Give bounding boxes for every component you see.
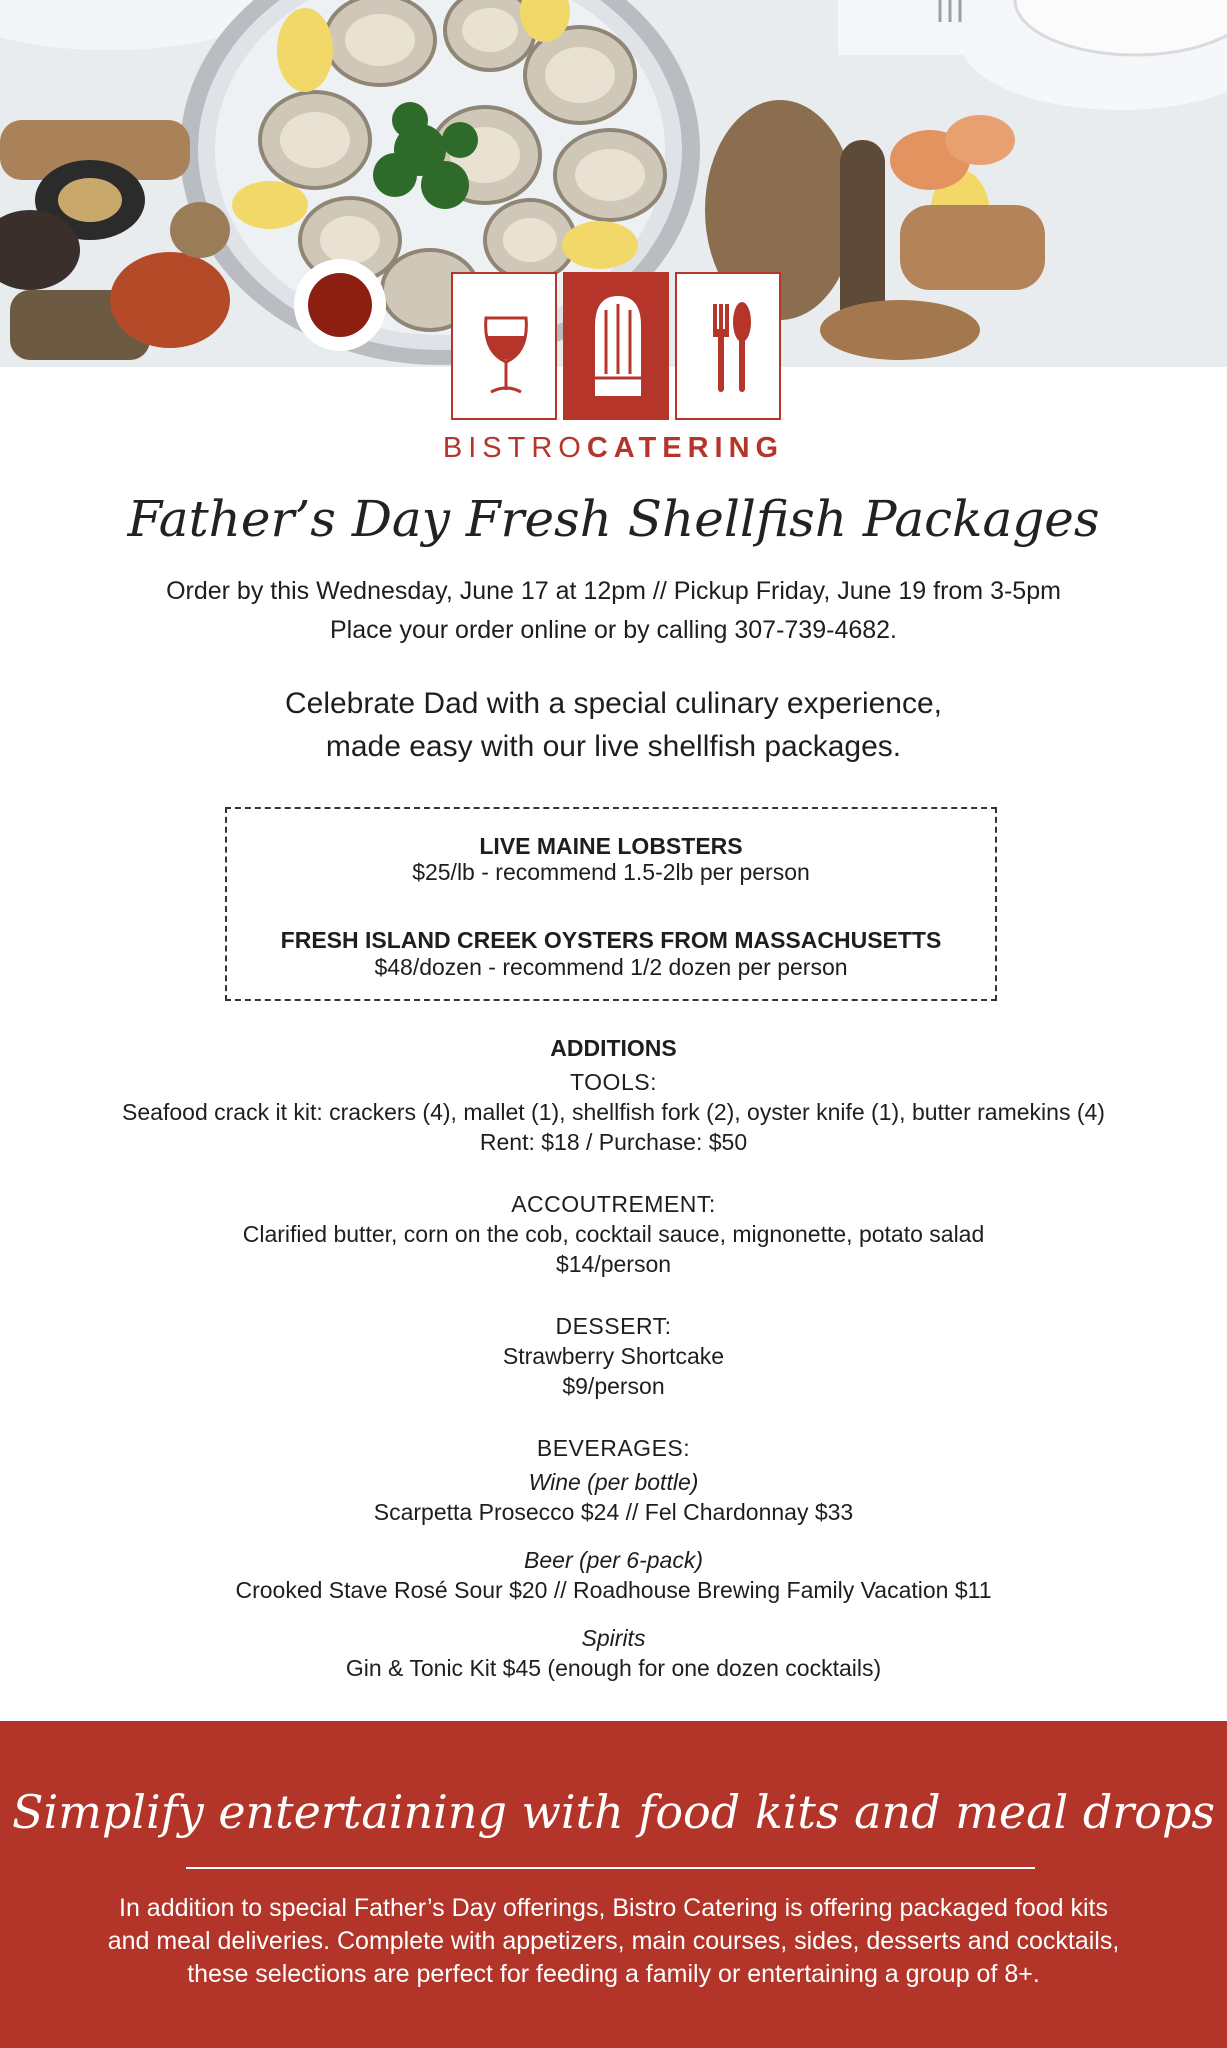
brand-name — [0, 432, 1227, 465]
spirits-items: Gin & Tonic Kit $45 (enough for one dozen cocktails) — [345, 1655, 882, 1681]
order-deadline-text: Order by this Wednesday, June 17 at 12pm // Pickup Friday, June 19 from 3-5pm — [166, 577, 1061, 605]
intro-line-2: made easy with our live shellfish packages. — [325, 730, 902, 763]
beverages-label: BEVERAGES: — [536, 1435, 691, 1461]
tools-label: TOOLS: — [570, 1069, 657, 1095]
footer-text-line-3: these selections are perfect for feeding a family or entertaining a group of 8+. — [187, 1960, 1040, 1988]
beer-items: Crooked Stave Rosé Sour $20 // Roadhouse Brewing Family Vacation $11 — [235, 1577, 992, 1603]
logo-tile-wine — [451, 272, 557, 420]
brand-name-catering: CATERING — [586, 432, 785, 464]
footer-banner — [0, 1721, 1227, 2048]
package-name: LIVE MAINE LOBSTERS — [479, 833, 743, 859]
tools-desc: Seafood crack it kit: crackers (4), mallet (1), shellfish fork (2), oyster knife (1), butter ramekins (4) — [122, 1099, 1105, 1125]
page-title: Father’s Day Fresh Shellfish Packages — [127, 490, 1100, 548]
package-desc: $48/dozen - recommend 1/2 dozen per person — [374, 954, 848, 980]
brand-name-bistro: BISTRO — [442, 432, 587, 464]
intro-line-1: Celebrate Dad with a special culinary experience, — [284, 687, 942, 720]
footer-text-line-2: and meal deliveries. Complete with appetizers, main courses, sides, desserts and cocktails, — [107, 1927, 1120, 1955]
shellfish-packages-box — [225, 807, 997, 1001]
dessert-price: $9/person — [562, 1373, 665, 1399]
dessert-desc: Strawberry Shortcake — [502, 1343, 725, 1369]
accoutrement-label: ACCOUTREMENT: — [511, 1191, 716, 1217]
tools-price: Rent: $18 / Purchase: $50 — [479, 1129, 748, 1155]
fork-spoon-icon — [677, 274, 783, 422]
accoutrement-desc: Clarified butter, corn on the cob, cocktail sauce, mignonette, potato salad — [242, 1221, 985, 1247]
wine-label: Wine (per bottle) — [528, 1469, 699, 1495]
accoutrement-price: $14/person — [555, 1251, 672, 1277]
footer-divider — [186, 1867, 1035, 1869]
footer-title: Simplify entertaining with food kits and meal drops — [11, 1785, 1216, 1839]
wine-glass-icon — [453, 274, 559, 422]
wine-items: Scarpetta Prosecco $24 // Fel Chardonnay $33 — [373, 1499, 854, 1525]
footer-text-line-1: In addition to special Father’s Day offerings, Bistro Catering is offering packaged food kits — [119, 1894, 1108, 1922]
brand-logo — [451, 272, 783, 420]
spirits-label: Spirits — [581, 1625, 646, 1651]
package-name: FRESH ISLAND CREEK OYSTERS FROM MASSACHUSETTS — [280, 927, 942, 953]
dessert-label: DESSERT: — [555, 1313, 672, 1339]
logo-tile-utensils — [675, 272, 781, 420]
logo-tile-chef — [563, 272, 669, 420]
beer-label: Beer (per 6-pack) — [524, 1547, 703, 1573]
additions-heading: ADDITIONS — [550, 1035, 677, 1061]
order-contact-text: Place your order online or by calling 307-739-4682. — [329, 616, 898, 644]
package-desc: $25/lb - recommend 1.5-2lb per person — [412, 859, 810, 885]
chef-hat-icon — [565, 274, 671, 422]
